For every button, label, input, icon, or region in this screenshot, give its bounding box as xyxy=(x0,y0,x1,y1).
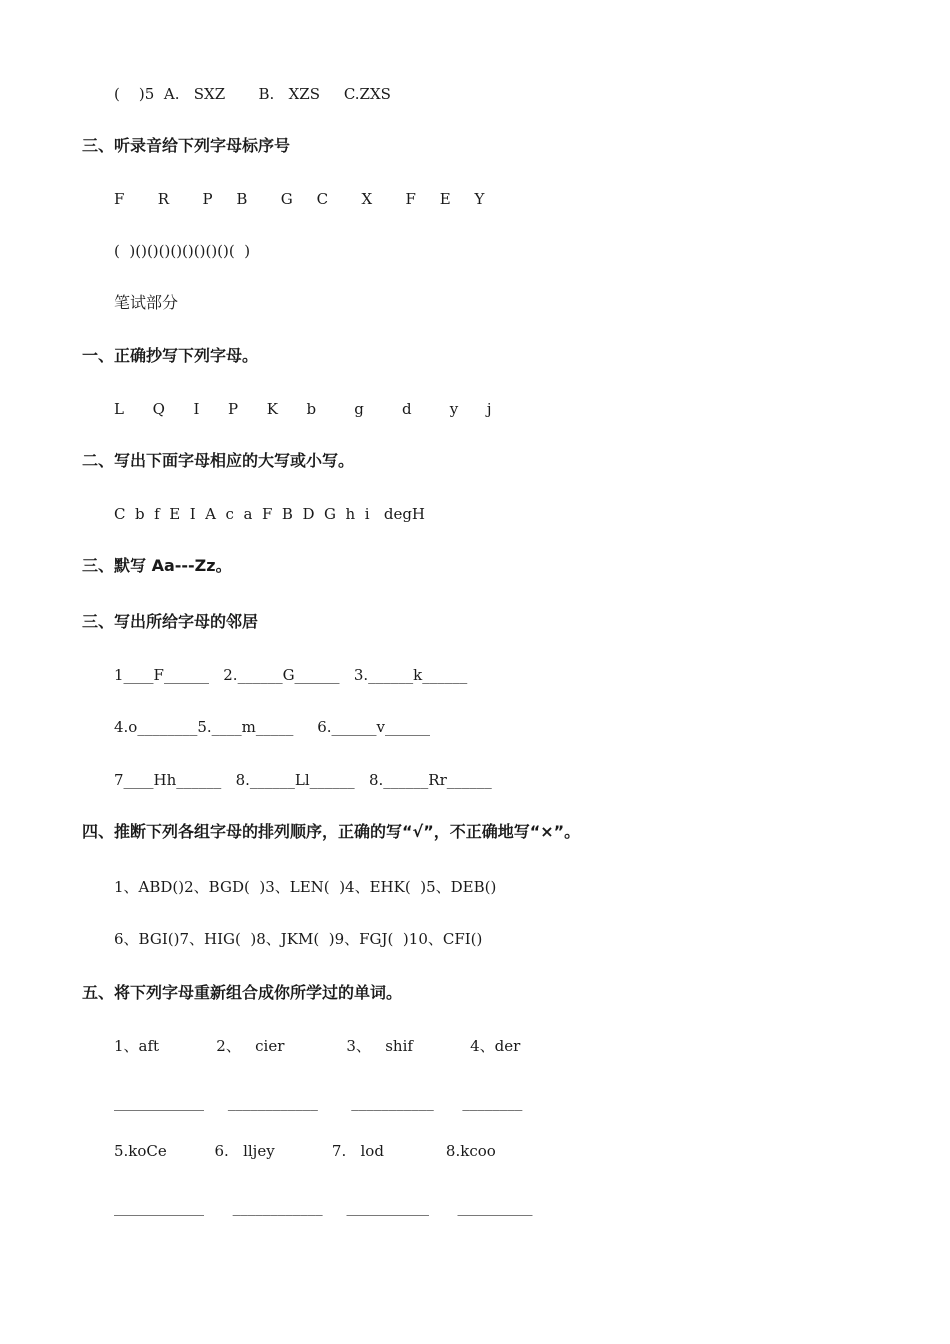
section-heading-dictation: 三、默写 Aa---Zz。 xyxy=(82,556,232,575)
answer-blanks-row-1: ____________ ____________ ___________ ________ xyxy=(114,1093,523,1111)
section-heading-upper-lower: 二、写出下面字母相应的大写或小写。 xyxy=(82,451,355,470)
section-heading-copy-letters: 一、正确抄写下列字母。 xyxy=(82,346,259,365)
question-5-options: ( )5 A. SXZ B. XZS C.ZXS xyxy=(114,85,391,103)
listening-letters-row: F R P B G C X F E Y xyxy=(114,190,485,208)
upper-lower-letters-row: C b f E I A c a F B D G h i degH xyxy=(114,505,426,523)
section-heading-rearrange-words: 五、将下列字母重新组合成你所学过的单词。 xyxy=(82,983,403,1002)
copy-letters-row: L Q I P K b g d y j xyxy=(114,400,492,418)
neighbors-row-3: 7____Hh______ 8.______Ll______ 8.______Rr______ xyxy=(114,771,492,789)
listening-brackets-row: ( )()()()()()()()()( ) xyxy=(114,242,251,260)
answer-blanks-row-2: ____________ ____________ ___________ __________ xyxy=(114,1198,533,1216)
order-judgement-row-2: 6、BGI()7、HIG( )8、JKM( )9、FGJ( )10、CFI() xyxy=(114,930,483,948)
rearrange-words-row-2: 5.koCe 6. lljey 7. lod 8.kcoo xyxy=(114,1142,496,1160)
section-heading-neighbors: 三、写出所给字母的邻居 xyxy=(82,612,259,631)
written-part-title: 笔试部分 xyxy=(114,293,179,312)
neighbors-row-1: 1____F______ 2.______G______ 3.______k______ xyxy=(114,666,468,684)
section-heading-listen-order: 三、听录音给下列字母标序号 xyxy=(82,136,291,155)
order-judgement-row-1: 1、ABD()2、BGD( )3、LEN( )4、EHK( )5、DEB() xyxy=(114,878,497,896)
rearrange-words-row-1: 1、aft 2、 cier 3、 shif 4、der xyxy=(114,1037,521,1055)
section-heading-order-judgement: 四、推断下列各组字母的排列顺序，正确的写“√”，不正确地写“×”。 xyxy=(82,822,581,841)
neighbors-row-2: 4.o________5.____m_____ 6.______v______ xyxy=(114,718,431,736)
